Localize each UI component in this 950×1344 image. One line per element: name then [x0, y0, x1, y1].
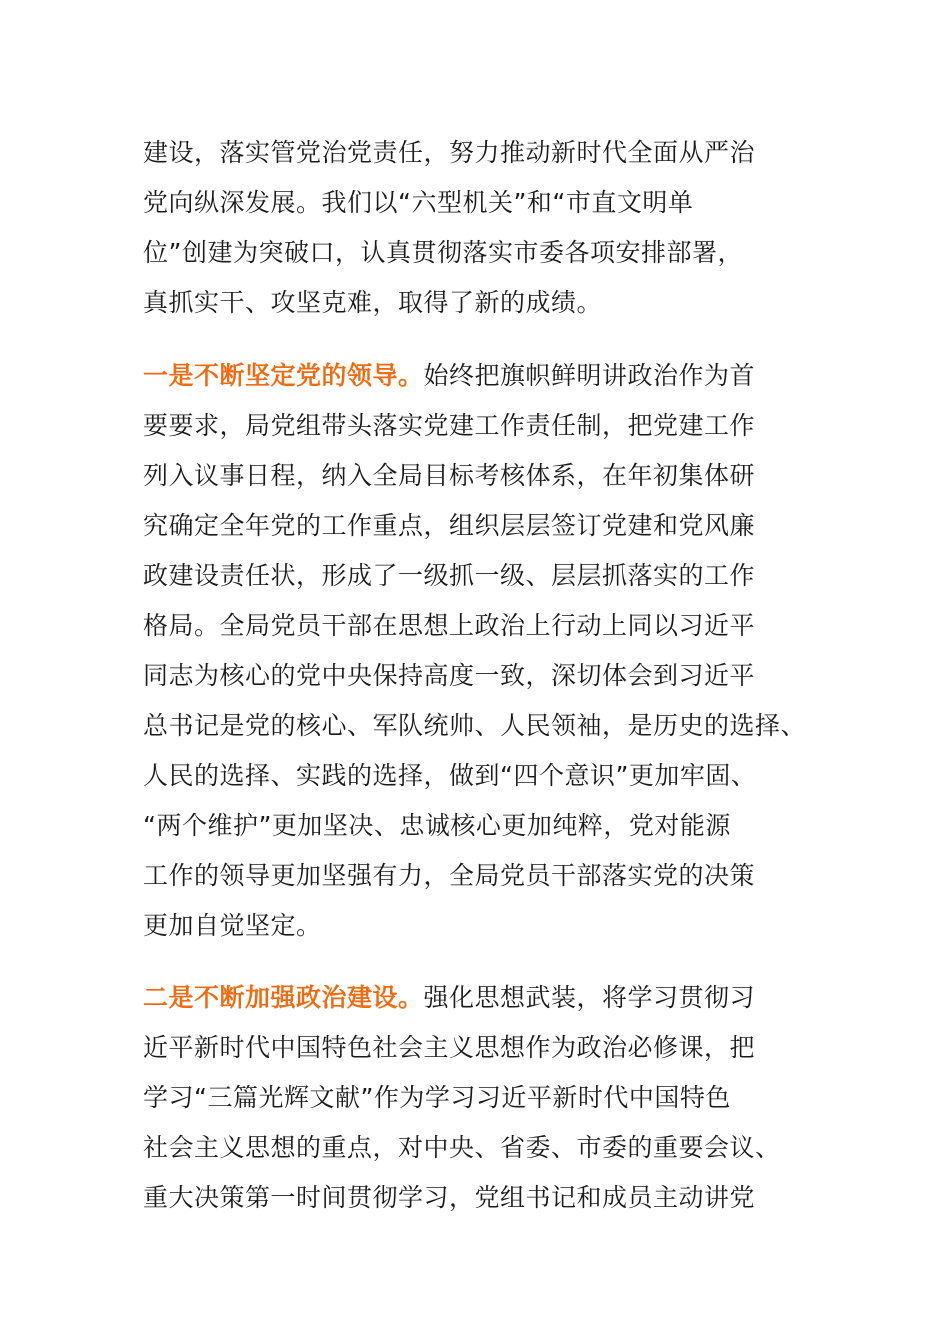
text-line: 究确定全年党的工作重点，组织层层签订党建和党风廉 — [143, 511, 756, 540]
text-line: 要要求，局党组带头落实党建工作责任制，把党建工作 — [143, 411, 756, 440]
text-line: 社会主义思想的重点，对中央、省委、市委的重要会议、 — [143, 1133, 781, 1162]
text-line: 政建设责任状，形成了一级抓一级、层层抓落实的工作 — [143, 561, 756, 590]
text-line: 学习“三篇光辉文献”作为学习习近平新时代中国特色 — [143, 1083, 731, 1112]
text-line: 建设，落实管党治党责任，努力推动新时代全面从严治 — [143, 138, 756, 167]
paragraph-intro — [143, 128, 755, 328]
text-line: 格局。全局党员干部在思想上政治上行动上同以习近平 — [143, 611, 756, 640]
text-line-body: 强化思想武装，将学习贯彻习 — [423, 983, 756, 1012]
text-line-body: 始终把旗帜鲜明讲政治作为首 — [423, 361, 756, 390]
section-heading: 二是不断加强政治建设。 — [143, 983, 424, 1012]
text-line: “两个维护”更加坚决、忠诚核心更加纯粹，党对能源 — [143, 811, 731, 840]
text-line: 工作的领导更加坚强有力，全局党员干部落实党的决策 — [143, 861, 756, 890]
text-line: 真抓实干、攻坚克难，取得了新的成绩。 — [143, 288, 603, 317]
text-line: 人民的选择、实践的选择，做到“四个意识”更加牢固、 — [143, 761, 757, 790]
paragraph-political-building — [143, 973, 781, 1223]
section-heading: 一是不断坚定党的领导。 — [143, 361, 424, 390]
text-line: 党向纵深发展。我们以“六型机关”和“市直文明单 — [143, 188, 694, 217]
text-line: 更加自觉坚定。 — [143, 911, 322, 940]
text-line: 重大决策第一时间贯彻学习，党组书记和成员主动讲党 — [143, 1183, 756, 1212]
text-line — [143, 973, 781, 1023]
text-line: 位”创建为突破口，认真贯彻落实市委各项安排部署， — [143, 238, 743, 267]
text-line: 总书记是党的核心、军队统帅、人民领袖，是历史的选择、 — [143, 711, 807, 740]
text-line: 近平新时代中国特色社会主义思想作为政治必修课，把 — [143, 1033, 756, 1062]
text-line: 列入议事日程，纳入全局目标考核体系，在年初集体研 — [143, 461, 756, 490]
paragraph-party-leadership — [143, 351, 806, 951]
text-line: 同志为核心的党中央保持高度一致，深切体会到习近平 — [143, 661, 756, 690]
text-line — [143, 351, 806, 401]
